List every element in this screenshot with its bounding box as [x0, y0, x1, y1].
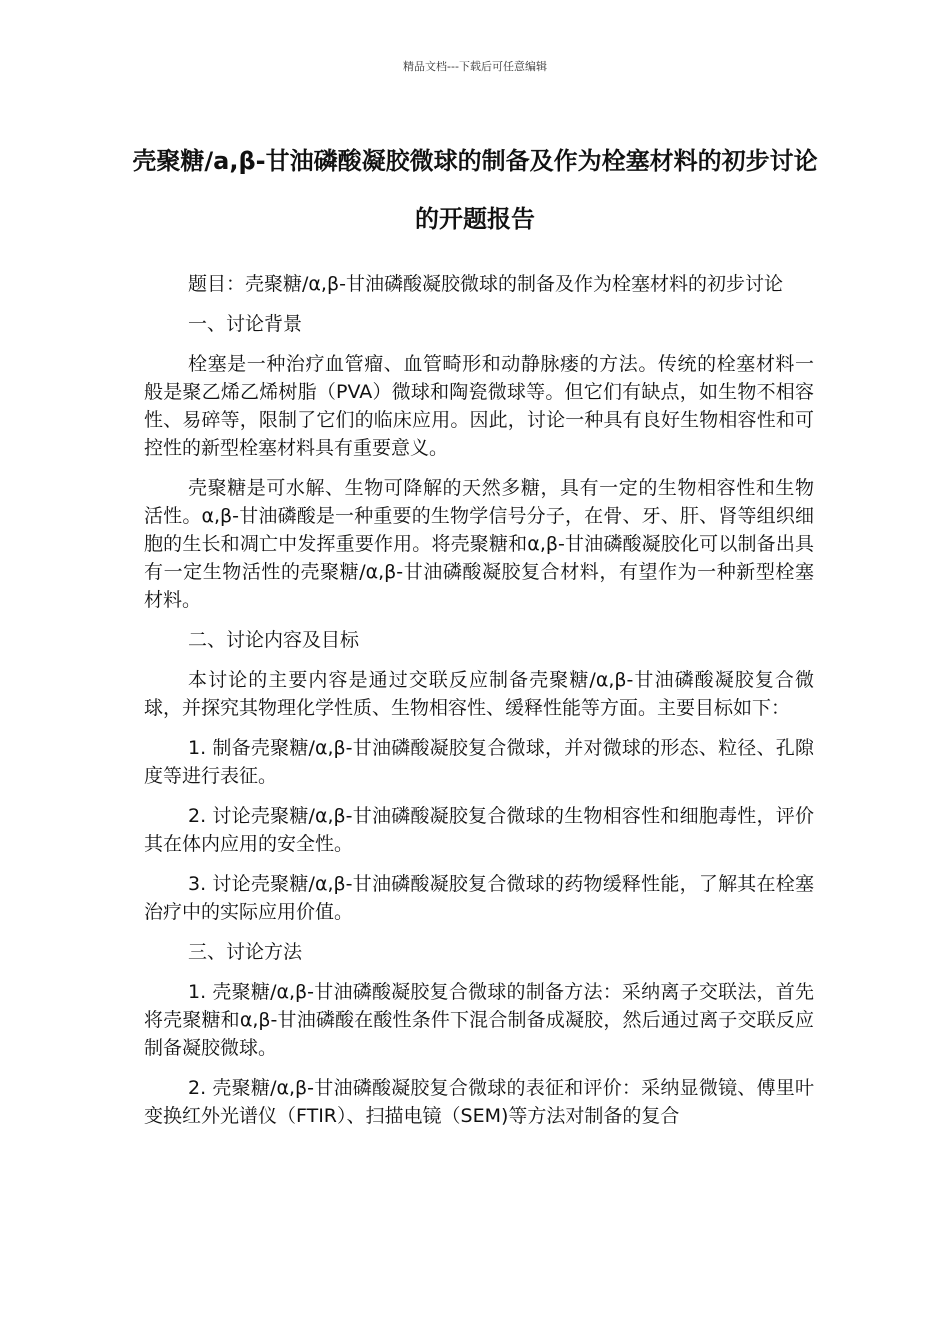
page-header: 精品文档---下载后可任意编辑: [403, 60, 547, 73]
list-item: 1. 制备壳聚糖/α,β-甘油磷酸凝胶复合微球，并对微球的形态、粒径、孔隙度等进行表征。: [144, 737, 814, 787]
section-heading-content: 二、讨论内容及目标: [188, 629, 360, 651]
list-item: 2. 讨论壳聚糖/α,β-甘油磷酸凝胶复合微球的生物相容性和细胞毒性，评价其在体内应用的安全性。: [144, 805, 814, 855]
body-paragraph: 壳聚糖是可水解、生物可降解的天然多糖，具有一定的生物相容性和生物活性。α,β-甘油磷酸是一种重要的生物学信号分子，在骨、牙、肝、肾等组织细胞的生长和凋亡中发挥重要作用。将壳聚糖和α,β-甘油磷酸凝胶化可以制备出具有一定生物活性的壳聚糖/α,β-甘油磷酸凝胶复合材料，有望作为一种新型栓塞材料。: [144, 477, 814, 611]
section-heading-background: 一、讨论背景: [188, 313, 303, 335]
document-title: 壳聚糖/a,β-甘油磷酸凝胶微球的制备及作为栓塞材料的初步讨论的开题报告: [132, 147, 818, 233]
list-item: 3. 讨论壳聚糖/α,β-甘油磷酸凝胶复合微球的药物缓释性能，了解其在栓塞治疗中的实际应用价值。: [144, 873, 814, 923]
topic-paragraph: 题目：壳聚糖/α,β-甘油磷酸凝胶微球的制备及作为栓塞材料的初步讨论: [188, 273, 783, 295]
document-body: [144, 270, 814, 1142]
list-item: 1. 壳聚糖/α,β-甘油磷酸凝胶复合微球的制备方法：采纳离子交联法，首先将壳聚糖和α,β-甘油磷酸在酸性条件下混合制备成凝胶，然后通过离子交联反应制备凝胶微球。: [144, 981, 814, 1059]
body-paragraph: 栓塞是一种治疗血管瘤、血管畸形和动静脉瘘的方法。传统的栓塞材料一般是聚乙烯乙烯树脂（PVA）微球和陶瓷微球等。但它们有缺点，如生物不相容性、易碎等，限制了它们的临床应用。因此，讨论一种具有良好生物相容性和可控性的新型栓塞材料具有重要意义。: [144, 353, 814, 459]
list-item: 2. 壳聚糖/α,β-甘油磷酸凝胶复合微球的表征和评价：采纳显微镜、傅里叶变换红外光谱仪（FTIR）、扫描电镜（SEM)等方法对制备的复合: [144, 1077, 814, 1127]
section-heading-methods: 三、讨论方法: [188, 941, 303, 963]
body-paragraph: 本讨论的主要内容是通过交联反应制备壳聚糖/α,β-甘油磷酸凝胶复合微球，并探究其物理化学性质、生物相容性、缓释性能等方面。主要目标如下：: [144, 669, 814, 719]
